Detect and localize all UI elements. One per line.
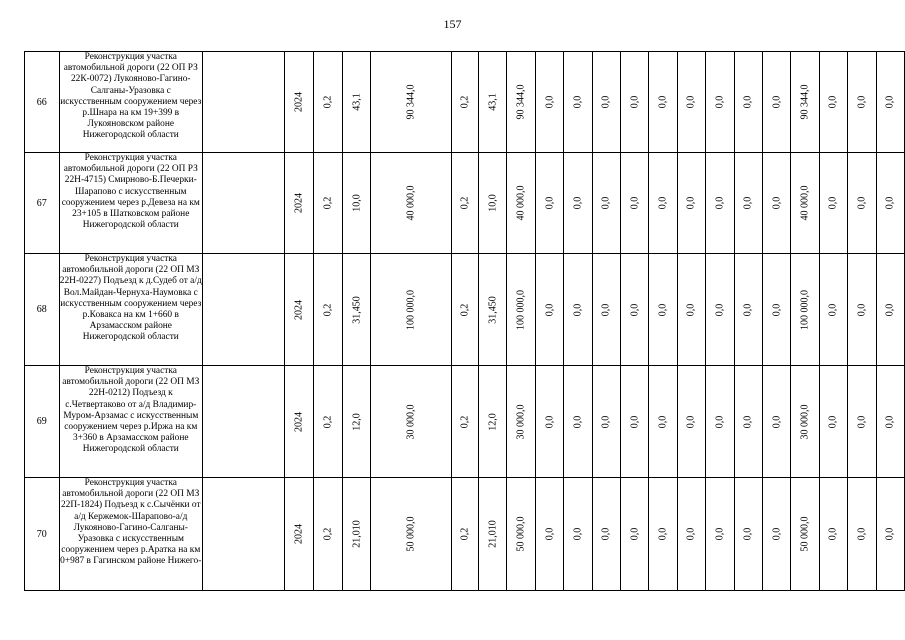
year-cell [285,52,314,153]
value-cell [479,153,507,254]
value-cell [762,254,790,366]
value: 12,0 [487,412,499,431]
year-value: 2024 [293,299,305,320]
value: 0,0 [856,527,868,541]
value-cell [876,52,904,153]
row-number: 69 [25,366,60,478]
value-cell [342,153,370,254]
value: 0,0 [714,303,726,316]
value: 0,0 [600,303,612,316]
value-cell [479,52,507,153]
value: 100 000,0 [799,289,811,330]
year-value: 2024 [293,524,305,544]
value-cell [314,254,342,366]
value: 0,0 [685,527,697,541]
row-number: 67 [25,153,60,254]
value-cell [621,478,649,591]
year-cell [285,254,314,366]
value-cell [848,52,876,153]
value: 10,0 [487,194,499,212]
value: 0,0 [856,95,868,109]
value-cell [848,254,876,366]
value-cell [649,366,677,478]
value: 50 000,0 [515,516,527,552]
value-cell [342,366,370,478]
value: 40 000,0 [799,185,811,221]
value: 0,0 [685,196,697,210]
value: 0,0 [714,95,726,109]
value-cell [342,52,370,153]
value: 0,0 [771,196,783,210]
value: 0,2 [322,527,334,541]
value-cell [791,52,819,153]
value: 43,1 [487,93,499,111]
value-cell [791,254,819,366]
value-cell [734,52,762,153]
value: 12,0 [351,412,363,431]
year-cell [285,153,314,254]
value: 0,0 [856,196,868,210]
value: 0,0 [714,196,726,210]
empty-cell [202,366,284,478]
value: 0,0 [884,95,896,109]
value-cell [535,153,563,254]
value-cell [762,153,790,254]
value-cell [791,478,819,591]
value: 0,2 [459,527,471,541]
empty-cell [202,153,284,254]
value: 0,0 [856,303,868,316]
object-description: Реконструкция участка автомобильной дороги (22 ОП РЗ 22Н-4715) Смирново-Б.Печерки-Шарапово с искусственным сооружением через р.Девеза на км 23+105 в Шатковском районе Нижегородской области [59,153,202,254]
value-cell [706,254,734,366]
value: 0,0 [714,527,726,541]
empty-cell [202,254,284,366]
value: 0,2 [459,303,471,316]
value-cell [314,366,342,478]
value: 0,0 [544,196,556,210]
value-cell [564,153,592,254]
value-cell [876,366,904,478]
value-cell [876,153,904,254]
value-cell [734,366,762,478]
value: 0,0 [657,196,669,210]
value-cell [706,52,734,153]
object-description: Реконструкция участка автомобильной дороги (22 ОП МЗ 22Н-0227) Подъезд к д.Судеб от а/д Вол.Майдан-Чернуха-Наумовка с искусственным сооружением через р.Ковакса на км 1+660 в Арзамасском районе Нижегородской области [59,254,202,366]
value-cell [621,153,649,254]
value-cell [371,366,451,478]
value: 0,0 [827,95,839,109]
value: 40 000,0 [515,185,527,221]
value-cell [314,52,342,153]
value: 0,0 [572,527,584,541]
value: 50 000,0 [799,516,811,552]
value: 0,0 [600,95,612,109]
value: 0,0 [884,196,896,210]
value: 90 344,0 [799,84,811,120]
year-cell [285,366,314,478]
value-cell [507,478,535,591]
object-description: Реконструкция участка автомобильной дороги (22 ОП МЗ 22П-1824) Подъезд к с.Сычёнки от а/д Кержемок-Шарапово-а/д Лукояново-Гагино-Салганы-Уразовка с искусственным сооружением через р.Аратка на км 0+987 в Гагинском районе Нижего- [59,478,202,591]
value-cell [535,52,563,153]
value-cell [677,366,705,478]
value-cell [706,153,734,254]
value-cell [819,366,847,478]
value-cell [762,366,790,478]
year-value: 2024 [293,193,305,213]
value-cell [592,478,620,591]
value-cell [564,254,592,366]
empty-cell [202,52,284,153]
value: 90 344,0 [405,84,417,120]
value-cell [314,153,342,254]
value: 0,0 [572,196,584,210]
object-description: Реконструкция участка автомобильной дороги (22 ОП РЗ 22К-0072) Лукояново-Гагино-Салганы-Уразовка с искусственным сооружением через р.Шнара на км 19+399 в Лукояновском районе Нижегородской области [59,52,202,153]
value-cell [819,52,847,153]
value: 0,0 [572,95,584,109]
value-cell [371,478,451,591]
value-cell [371,52,451,153]
value-cell [451,153,478,254]
value-cell [507,254,535,366]
value: 100 000,0 [405,289,417,330]
page-number: 157 [443,17,462,31]
value: 0,0 [572,415,584,428]
value: 0,2 [322,95,334,109]
value: 0,2 [322,303,334,316]
value: 30 000,0 [405,404,417,439]
value-cell [762,52,790,153]
value: 0,2 [322,196,334,210]
value-cell [314,478,342,591]
value: 0,0 [544,95,556,109]
value-cell [535,478,563,591]
empty-cell [202,478,284,591]
value: 0,0 [771,303,783,316]
value-cell [592,366,620,478]
value: 0,0 [742,415,754,428]
value-cell [649,52,677,153]
value: 0,2 [459,415,471,428]
value-cell [479,254,507,366]
value-cell [451,254,478,366]
value-cell [649,153,677,254]
value: 0,0 [856,415,868,428]
row-number: 68 [25,254,60,366]
value-cell [876,254,904,366]
value-cell [706,366,734,478]
value-cell [479,366,507,478]
value: 21,010 [487,520,499,548]
budget-table [24,51,905,591]
value-cell [342,478,370,591]
value: 0,0 [884,415,896,428]
value: 0,0 [657,95,669,109]
value: 0,0 [544,415,556,428]
value: 0,0 [742,196,754,210]
value: 0,0 [600,527,612,541]
value-cell [592,153,620,254]
value: 0,0 [827,196,839,210]
value: 0,0 [742,527,754,541]
value-cell [507,52,535,153]
value: 31,450 [351,295,363,324]
value: 0,0 [827,303,839,316]
value: 10,0 [351,194,363,212]
value-cell [649,478,677,591]
table-row [25,254,905,366]
value: 0,0 [771,527,783,541]
value: 0,0 [629,415,641,428]
value-cell [371,254,451,366]
value-cell [342,254,370,366]
year-value: 2024 [293,92,305,112]
value: 0,0 [629,303,641,316]
value: 0,0 [685,303,697,316]
value: 0,0 [629,196,641,210]
value-cell [677,153,705,254]
table-row [25,153,905,254]
value-cell [791,366,819,478]
value: 21,010 [351,520,363,548]
object-description: Реконструкция участка автомобильной дороги (22 ОП МЗ 22Н-0212) Подъезд к с.Четвертаково от а/д Владимир-Муром-Арзамас с искусственным сооружением через р.Иржа на км 3+360 в Арзамасском районе Нижегородской области [59,366,202,478]
value: 0,0 [884,303,896,316]
value-cell [621,52,649,153]
table-row [25,366,905,478]
value-cell [677,254,705,366]
value: 0,0 [827,527,839,541]
value-cell [592,52,620,153]
value-cell [848,153,876,254]
year-value: 2024 [293,411,305,432]
row-number: 66 [25,52,60,153]
value: 0,0 [600,415,612,428]
value: 0,0 [742,95,754,109]
value-cell [819,153,847,254]
value: 0,0 [771,415,783,428]
value: 0,0 [685,415,697,428]
value-cell [564,52,592,153]
value: 0,0 [657,527,669,541]
year-cell [285,478,314,591]
value: 0,0 [685,95,697,109]
value-cell [848,478,876,591]
value-cell [791,153,819,254]
value-cell [819,478,847,591]
value: 0,0 [600,196,612,210]
value-cell [734,478,762,591]
value: 0,2 [459,95,471,109]
value-cell [621,254,649,366]
value-cell [848,366,876,478]
value-cell [677,478,705,591]
value: 0,0 [714,415,726,428]
value: 40 000,0 [405,185,417,221]
value-cell [762,478,790,591]
value: 50 000,0 [405,516,417,552]
value-cell [479,478,507,591]
value: 0,0 [827,415,839,428]
value: 0,0 [572,303,584,316]
value-cell [876,478,904,591]
value-cell [451,366,478,478]
value: 0,2 [322,415,334,428]
value: 100 000,0 [515,289,527,330]
value: 43,1 [351,93,363,111]
value-cell [507,366,535,478]
value: 0,0 [657,303,669,316]
value: 31,450 [487,295,499,324]
value-cell [535,366,563,478]
value: 0,0 [657,415,669,428]
value: 30 000,0 [515,404,527,439]
value-cell [371,153,451,254]
value-cell [649,254,677,366]
table-row [25,52,905,153]
value-cell [451,478,478,591]
value-cell [535,254,563,366]
value-cell [592,254,620,366]
value-cell [677,52,705,153]
value: 0,2 [459,196,471,210]
value-cell [507,153,535,254]
row-number: 70 [25,478,60,591]
value-cell [564,366,592,478]
table-row [25,478,905,591]
value: 0,0 [742,303,754,316]
value-cell [734,153,762,254]
value: 30 000,0 [799,404,811,439]
value: 0,0 [544,527,556,541]
value-cell [819,254,847,366]
value: 0,0 [629,95,641,109]
value: 0,0 [629,527,641,541]
value: 0,0 [884,527,896,541]
value-cell [564,478,592,591]
value-cell [734,254,762,366]
value: 0,0 [544,303,556,316]
value-cell [451,52,478,153]
value: 0,0 [771,95,783,109]
value-cell [706,478,734,591]
value-cell [621,366,649,478]
value: 90 344,0 [515,84,527,120]
